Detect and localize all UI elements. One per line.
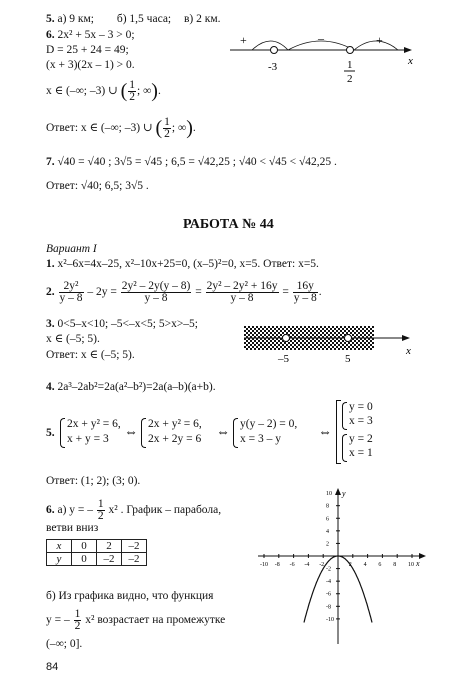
problem-6-number: 6. [46,29,55,41]
item-3-answer: Ответ: x ∈ (–5; 5). [46,349,135,361]
item-2-fraction-2: $\frac{\text{2y² – 2y(y – 8)}}{y - 8}$ [121,279,191,304]
y-tick-label: -8 [326,604,331,611]
y-tick-label: 8 [326,503,329,510]
system-4-row-1: y = 0 [349,401,373,413]
x-tick-label: -2 [319,562,325,568]
table-row [47,540,147,553]
graph-x-label: x [416,559,420,568]
system-4-row-4: x = 1 [349,447,373,459]
item-3-line2: x ∈ (–5; 5). [46,333,100,345]
system-brace-4b [342,434,347,462]
item-6-b-line2 [46,608,225,632]
page-number: 84 [46,661,59,673]
y-axis-arrow [335,488,341,495]
sign-plus-left: + [240,33,247,47]
table-cell: y [47,553,72,566]
problem-6-solution: x ∈ (–∞; –3) ∪ ( $\frac{1}{2}$ ; ∞). [46,79,161,103]
item-2-number: 2. [46,286,55,298]
item-3-text: 0<5–x<10; –5<–x<5; 5>x>–5; [57,318,198,330]
table-cell: –2 [97,553,122,566]
graph-y-label: y [342,489,346,498]
table-cell: –2 [122,540,147,553]
x-tick-label: 6 [378,562,382,568]
system-4-row-2: x = 3 [349,415,373,427]
sign-plus-right: + [376,33,383,47]
item-5-answer: Ответ: (1; 2); (3; 0). [46,475,141,487]
item-6-a-line [46,498,221,522]
x-tick-label: 8 [393,562,397,568]
collection-bracket [336,400,341,464]
open-point-one-half [347,47,354,54]
problem-6-discriminant: D = 25 + 24 = 49; [46,44,129,56]
system-brace-1 [60,418,65,448]
problem-7-answer: Ответ: √40; 6,5; 3√5 . [46,180,149,192]
problem-6-solution-suffix: ; ∞ [137,85,152,98]
item-3-number: 3. [46,318,55,330]
item-1-text: x²–6x=4x–25, x²–10x+25=0, (x–5)²=0, x=5. Ответ: x=5. [57,258,319,270]
x-tick-label: 4 [363,562,367,568]
problem-6-inequality: 2x² + 5x – 3 > 0; [57,29,135,41]
label-5: 5 [345,353,351,365]
open-point-5 [345,335,352,342]
axis-x-label-2: x [406,345,411,357]
open-point-minus-3 [271,47,278,54]
label-half-num: 1 [347,59,353,71]
item-2-fraction-3: $\frac{\text{2y² – 2y² + 16y}}{y - 8}$ [206,279,278,304]
label-half-den: 2 [347,73,353,85]
x-tick-label: 2 [348,562,352,568]
item-6-b-text: x² возрастает на промежутке [85,614,226,626]
problem-7-number: 7. [46,156,55,168]
fraction-one-half-answer: $\frac{1}{2}$ [164,116,170,140]
fraction-one-half-6a: $\frac{1}{2}$ [97,497,104,522]
fraction-one-half: $\frac{1}{2}$ [129,79,135,103]
y-tick-label: -2 [326,566,331,573]
item-6-number: 6. [46,504,55,516]
table-cell: –2 [122,553,147,566]
x-tick-label: 10 [408,562,414,568]
y-tick-label: -6 [326,591,331,598]
item-4-number: 4. [46,381,55,393]
axis-x-label: x [408,55,413,67]
problem-7-text: √40 = √40 ; 3√5 = √45 ; 6,5 = √42,25 ; √40 < √45 < √42,25 . [57,156,337,168]
item-5-number: 5. [46,427,55,439]
equals-sign: = [282,286,289,298]
table-row [47,553,147,566]
problem-6-answer: Ответ: x ∈ (–∞; –3) ∪ ( $\frac{1}{2}$ ; ∞). [46,116,196,140]
open-point-minus-5 [283,335,290,342]
item-2-fraction-4: $\frac{16y}{y - 8}$ [293,279,317,304]
equals-sign: = [195,286,202,298]
label-minus-3: -3 [268,61,278,73]
problem-6-factored: (x + 3)(2x – 1) > 0. [46,59,135,71]
item-6-a-text: x² . График – парабола, [108,504,222,516]
table-cell: 0 [72,540,97,553]
y-tick-label: 10 [326,491,332,498]
system-4-row-3: y = 2 [349,433,373,445]
system-3-row-2: x = 3 – y [240,433,281,445]
problem-6-answer-prefix: Ответ: x ∈ (–∞; –3) ∪ [46,122,153,135]
system-2-row-2: 2x + 2y = 6 [148,433,202,445]
problem-5-b: б) 1,5 часа; [116,13,172,25]
x-tick-label: -10 [260,562,268,568]
problem-6-solution-prefix: x ∈ (–∞; –3) ∪ [46,85,118,98]
equivalence-arrow: ⇔ [216,425,230,440]
x-tick-label: -4 [304,562,310,568]
system-2-row-1: 2x + y² = 6, [148,418,202,430]
item-1-line [46,258,319,271]
item-4-text: 2a³–2ab²=2a(a²–b²)=2a(a–b)(a+b). [57,381,216,393]
y-tick-label: 4 [326,528,329,535]
item-3-line1 [46,318,198,331]
equivalence-arrow: ⇔ [318,425,332,440]
y-tick-label: -10 [326,616,334,623]
fraction-one-half-6b: $\frac{1}{2}$ [74,607,81,632]
system-brace-3 [233,418,238,448]
equivalence-arrow: ⇔ [124,425,138,440]
system-3-row-1: y(y – 2) = 0, [240,418,298,430]
problem-6-answer-suffix: ; ∞ [171,122,187,135]
parabola-graph [254,488,430,648]
label-minus-5: –5 [278,353,289,365]
problem-5-a: а) 9 км; [57,13,94,25]
problem-5-c: в) 2 км. [184,13,221,25]
item-6-b-prefix: y = – [46,614,70,626]
system-brace-2 [141,418,146,448]
problem-7-line [46,156,337,169]
table-cell: 0 [72,553,97,566]
problem-5-line [46,13,221,26]
table-cell: x [47,540,72,553]
item-2-line: 2. $\frac{\text{2y²}}{y - 8}$ – 2y = $\frac{\text{2y² – 2y(y – 8)}}{y - 8}$ = $\frac{\text{2y² – 2y² + 16y}}{y - 8}$ = $\frac{16y}{y - 8}$ . [46,279,322,304]
y-tick-label: 2 [326,541,329,548]
item-1-number: 1. [46,258,55,270]
problem-5-number: 5. [46,13,55,25]
sign-minus: – [318,31,324,45]
values-table [46,539,147,566]
system-brace-4a [342,402,347,430]
item-6-a-line2: ветви вниз [46,522,99,534]
item-6-b-line3: (–∞; 0]. [46,638,83,650]
x-tick-label: -8 [274,562,280,568]
x-tick-label: -6 [289,562,295,568]
item-2-minus-2y: – 2y = [87,286,117,298]
item-2-fraction-1: $\frac{\text{2y²}}{y - 8}$ [59,279,83,304]
variant-label: Вариант I [46,243,97,255]
number-line-hatched [244,318,424,368]
y-tick-label: 6 [326,516,329,523]
number-line-intervals [226,28,426,90]
system-1-row-2: x + y = 3 [67,433,109,445]
problem-6-line1 [46,29,135,42]
item-6-a-prefix: а) y = – [57,504,94,516]
x-axis-arrow [419,553,426,559]
item-4-line [46,381,216,394]
y-tick-label: -4 [326,579,331,586]
section-title: РАБОТА № 44 [183,217,274,232]
table-cell: 2 [97,540,122,553]
system-1-row-1: 2x + y² = 6, [67,418,121,430]
item-6-b-line1: б) Из графика видно, что функция [46,590,214,602]
